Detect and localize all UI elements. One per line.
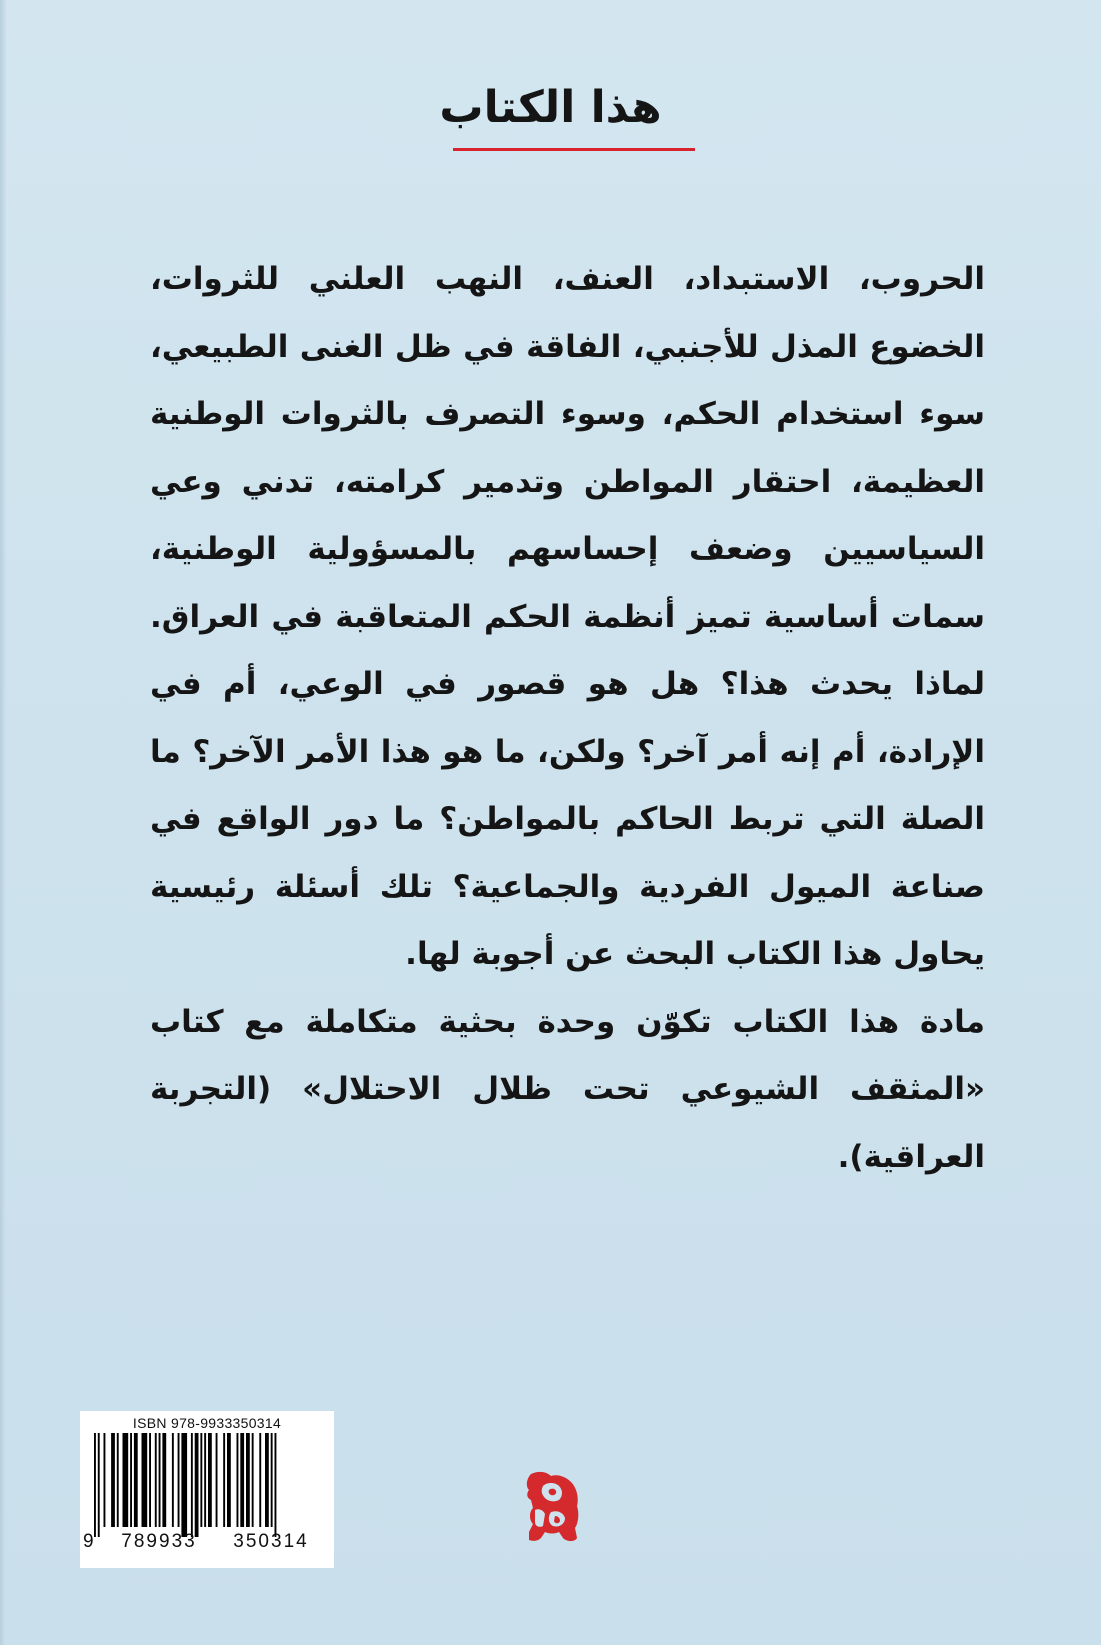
barcode-bar [130,1433,132,1527]
barcode-digits-left: 789933 [121,1531,197,1552]
barcode-bar [104,1433,106,1527]
barcode-bar [172,1433,174,1527]
barcode-bar [142,1433,148,1527]
title-underline [453,148,695,151]
barcode-bar [223,1433,225,1527]
barcode-bar [204,1433,206,1527]
isbn-label: ISBN 978-9933350314 [132,1415,282,1431]
cover-spine-edge [0,0,6,1645]
barcode-bar [271,1433,273,1527]
barcode-bar [252,1433,254,1527]
barcode-bar [208,1433,212,1527]
barcode-bar [265,1433,269,1527]
barcode-bars [92,1433,324,1537]
isbn-barcode [80,1411,334,1568]
cover-title: هذا الكتاب [439,82,662,133]
barcode-bar [240,1433,244,1527]
barcode-bar [134,1433,138,1527]
barcode-bar [216,1433,218,1527]
barcode-bar [149,1433,151,1527]
elephant-logo-icon [523,1468,581,1544]
barcode-bar [259,1433,261,1527]
barcode-bar [191,1433,193,1537]
blurb-text [150,246,985,1191]
barcode-bar [123,1433,129,1527]
barcode-bar [246,1433,250,1527]
barcode-bar [155,1433,157,1527]
barcode-digits-right: 350314 [233,1531,309,1552]
barcode-bar [227,1433,231,1527]
barcode-bar [94,1433,96,1537]
barcode-bar [162,1433,166,1527]
barcode-first-digit: 9 [83,1531,94,1552]
barcode-bar [181,1433,187,1537]
barcode-bar [159,1433,161,1527]
barcode-bar [178,1433,180,1527]
blurb-paragraph-2: مادة هذا الكتاب تكوّن وحدة بحثية متكاملة مع كتاب «المثقف الشيوعي تحت ظلال الاحتلال» (التجربة العراقية). [150,1003,985,1175]
barcode-bar [98,1433,100,1537]
barcode-bar [195,1433,199,1537]
barcode-bar [117,1433,119,1527]
blurb-paragraph-1: الحروب، الاستبداد، العنف، النهب العلني للثروات، الخضوع المذل للأجنبي، الفاقة في ظل الغنى الطبيعي، سوء استخدام الحكم، وسوء التصرف بالثروات الوطنية العظيمة، احتقار المواطن وتدمير كرامته، تدني وعي السياسيين وضعف إحساسهم بالمسؤولية الوطنية، سمات أساسية تميز أنظمة الحكم المتعاقبة في العراق. لماذا يحدث هذا؟ هل هو قصور في الوعي، أم في الإرادة، أم إنه أمر آخر؟ ولكن، ما هو هذا الأمر الآخر؟ ما الصلة التي تربط الحاكم بالمواطن؟ ما دور الواقع في صناعة الميول الفردية والجماعية؟ تلك أسئلة رئيسية يحاول هذا الكتاب البحث عن أجوبة لها. [150,261,985,972]
barcode-bar [275,1433,277,1537]
barcode-bar [111,1433,115,1527]
barcode-bar [237,1433,239,1527]
barcode-bar [200,1433,202,1527]
